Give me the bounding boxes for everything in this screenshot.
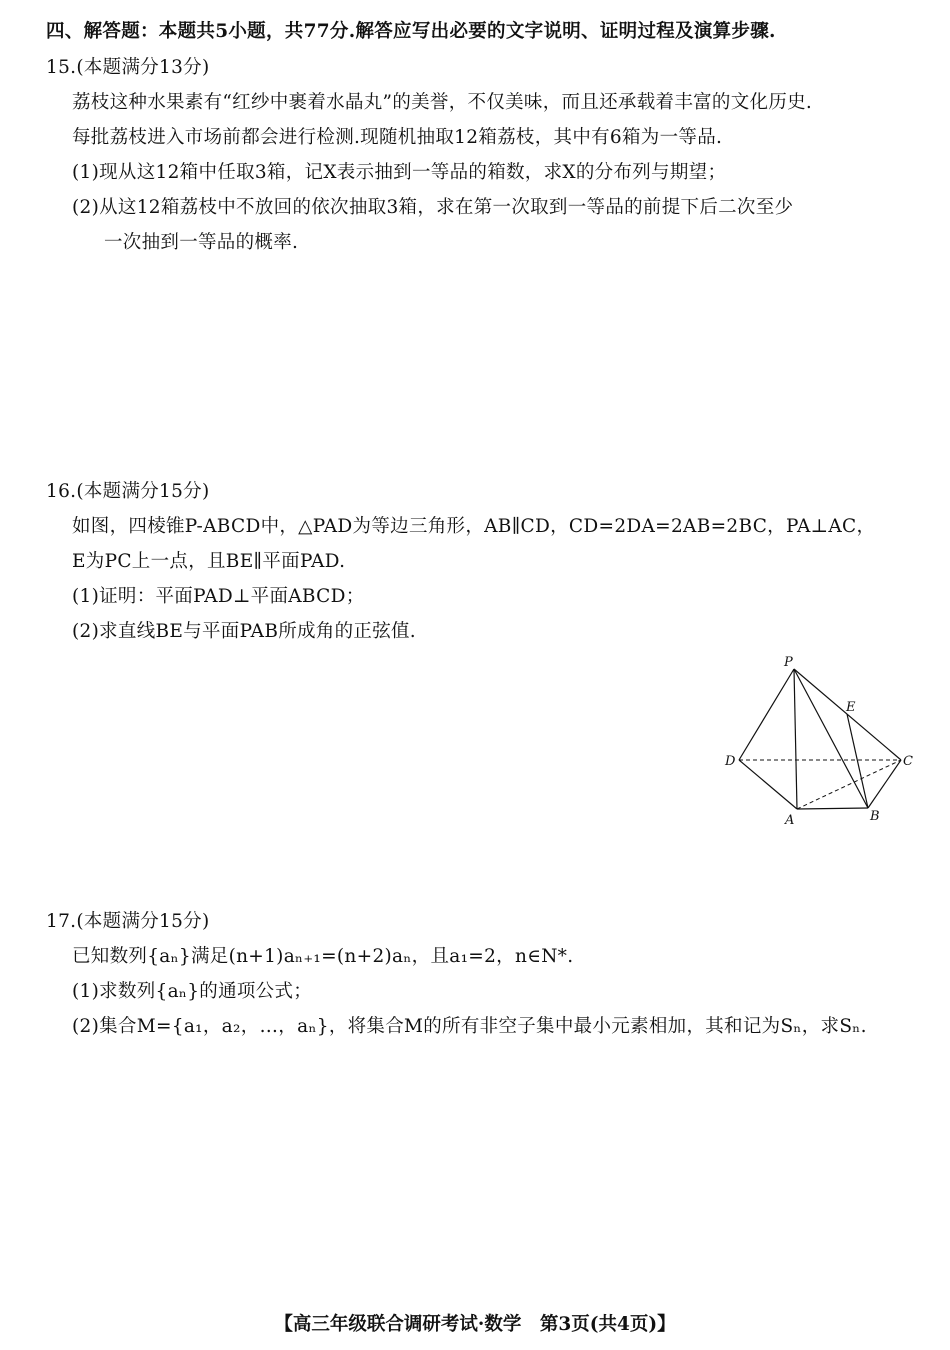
- page-footer: 【高三年级联合调研考试·数学 第3页(共4页)】: [274, 1314, 676, 1335]
- edge-PB: [794, 669, 868, 808]
- q17-heading: 17.(本题满分15分): [46, 911, 210, 932]
- label-D: D: [725, 754, 736, 769]
- q15-part-1: (1)现从这12箱中任取3箱，记X表示抽到一等品的箱数，求X的分布列与期望；: [72, 162, 727, 183]
- hidden-segment-AC: [797, 760, 901, 809]
- label-P: P: [784, 655, 793, 670]
- section-header: 四、解答题：本题共5小题，共77分.解答应写出必要的文字说明、证明过程及演算步骤.: [46, 21, 776, 42]
- segment-BE: [847, 714, 868, 808]
- edge-AB: [797, 808, 868, 809]
- edge-DA: [739, 760, 797, 809]
- q16-part-1: (1)证明：平面PAD⊥平面ABCD；: [72, 586, 365, 607]
- edge-PA: [794, 669, 797, 809]
- q17-part-1: (1)求数列{aₙ}的通项公式；: [72, 981, 313, 1002]
- q15-text-line-2: 每批荔枝进入市场前都会进行检测.现随机抽取12箱荔枝，其中有6箱为一等品.: [72, 127, 723, 148]
- q16-text-line-2: E为PC上一点，且BE∥平面PAD.: [72, 551, 346, 572]
- q16-text-line-1: 如图，四棱锥P-ABCD中，△PAD为等边三角形，AB∥CD，CD=2DA=2AB=2BC，PA⊥AC，: [72, 516, 876, 537]
- label-A: A: [785, 813, 795, 828]
- q16-part-2: (2)求直线BE与平面PAB所成角的正弦值.: [72, 621, 416, 642]
- label-E: E: [846, 700, 856, 715]
- q15-part-2-line-2: 一次抽到一等品的概率.: [104, 232, 299, 253]
- q15-part-2-line-1: (2)从这12箱荔枝中不放回的依次抽取3箱，求在第一次取到一等品的前提下后二次至少: [72, 197, 794, 218]
- pyramid-figure: [722, 654, 914, 830]
- q17-part-2: (2)集合M={a₁，a₂，…，aₙ}，将集合M的所有非空子集中最小元素相加，其和记为Sₙ，求Sₙ.: [72, 1016, 867, 1037]
- edge-BC: [868, 760, 901, 808]
- edge-PD: [739, 669, 794, 760]
- q17-text-line-1: 已知数列{aₙ}满足(n+1)aₙ₊₁=(n+2)aₙ，且a₁=2，n∈N*.: [72, 946, 574, 967]
- q15-heading: 15.(本题满分13分): [46, 57, 210, 78]
- label-B: B: [870, 809, 880, 824]
- label-C: C: [903, 754, 913, 769]
- q15-text-line-1: 荔枝这种水果素有“红纱中裹着水晶丸”的美誉，不仅美味，而且还承载着丰富的文化历史.: [72, 92, 813, 113]
- q16-heading: 16.(本题满分15分): [46, 481, 210, 502]
